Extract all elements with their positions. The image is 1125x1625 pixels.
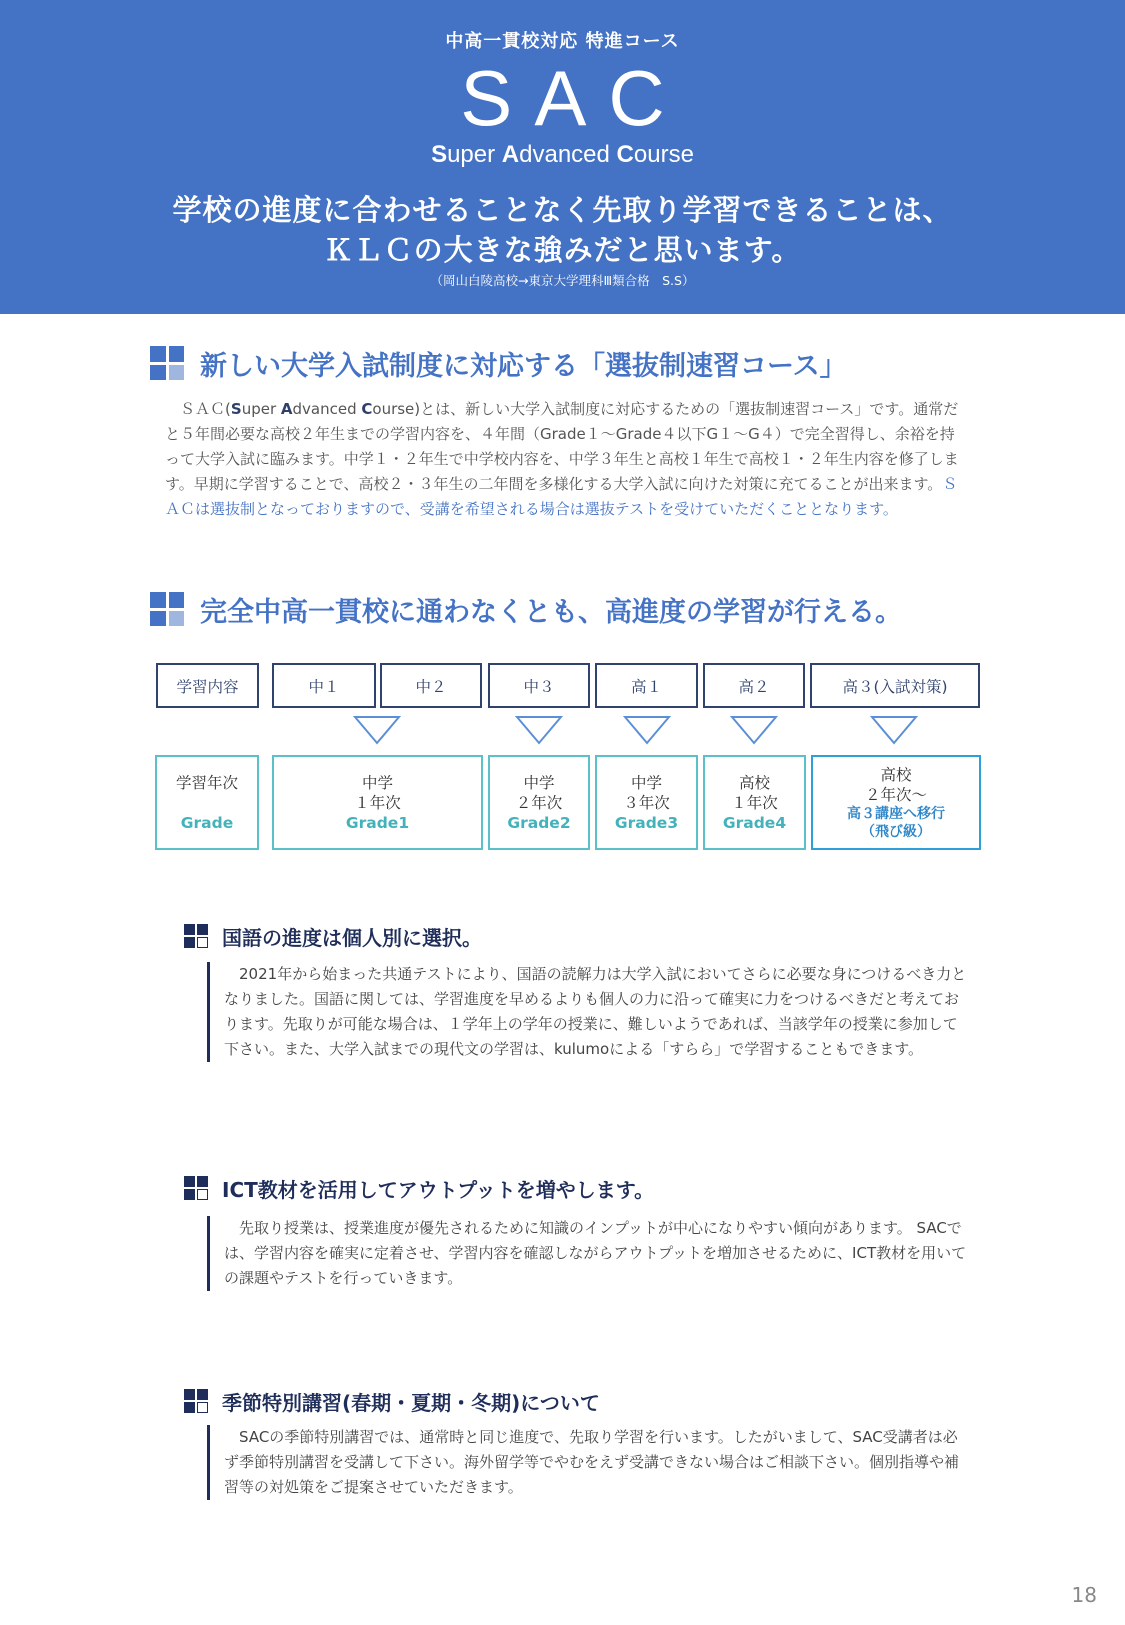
stage-box-chu1: 中１ [272, 663, 376, 708]
stage-box-kou2: 高２ [703, 663, 805, 708]
down-arrow-icon [870, 715, 918, 745]
grade-label-box: 学習年次 Grade [155, 755, 259, 850]
section-title: 新しい大学入試制度に対応する「選抜制速習コース」 [200, 350, 847, 382]
subsection-title: 国語の進度は個人別に選択。 [222, 925, 482, 950]
course-kicker: 中高一貫校対応 特進コース [445, 31, 680, 52]
grade-box-3: 中学 ３年次 Grade3 [595, 755, 698, 850]
subsection-body: 2021年から始まった共通テストにより、国語の読解力は大学入試においてさらに必要な身につけるべき力となりました。国語に関しては、学習進度を早めるよりも個人の力に沿って確実に力をつけるべきだと考えております。先取りが可能な場合は、１学年上の学年の授業に、難しいようであれば、当該学年の授業に参加して下さい。また、大学入試までの現代文の学習は、kulumoによる「すらら」で学習することもできます。 [207, 962, 967, 1062]
testimonial-quote: 学校の進度に合わせることなく先取り学習できることは、 ＫＬＣの大きな強みだと思います。 [172, 193, 953, 267]
section-heading-1 [150, 343, 847, 383]
subsection-body: SACの季節特別講習では、通常時と同じ進度で、先取り学習を行います。したがいまして、SAC受講者は必ず季節特別講習を受講して下さい。海外留学等でやむをえず受講できない場合はご相談下さい。個別指導や補習等の対処策をご提案させていただきます。 [207, 1425, 967, 1500]
quad-square-icon [184, 924, 208, 948]
course-logo: SAC [460, 54, 687, 142]
page-number: 18 [1071, 1583, 1097, 1607]
intro-paragraph: ＳＡＣ(Super Advanced Course)とは、新しい大学入試制度に対応するための「選抜制速習コース」です。通常だと５年間必要な高校２年生までの学習内容を、４年間（Grade１〜Grade４以下G１〜G４）で完全習得し、余裕を持って大学入試に臨みます。中学１・２年生で中学校内容を、中学３年生と高校１年生で高校１・２年生内容を修了します。早期に学習することで、高校２・３年生の二年間を多様化する大学入試に向けた対策に充てることが出来ます。ＳＡＣは選抜制となっておりますので、受講を希望される場合は選抜テストを受けていただくこととなります。 [165, 400, 959, 518]
grade-box-4: 高校 １年次 Grade4 [703, 755, 806, 850]
stage-box-chu2: 中２ [380, 663, 482, 708]
subsection-heading-japanese [184, 922, 482, 950]
subsection-title: ICT教材を活用してアウトプットを増やします。 [222, 1177, 655, 1202]
quad-square-icon [184, 1389, 208, 1413]
section-heading-2 [150, 589, 902, 629]
down-arrow-icon [730, 715, 778, 745]
subsection-title: 季節特別講習(春期・夏期・冬期)について [222, 1390, 600, 1415]
testimonial-credit: （岡山白陵高校→東京大学理科Ⅲ類合格 S.S） [430, 273, 695, 288]
grade-box-1: 中学 １年次 Grade1 [272, 755, 483, 850]
stage-box-kou3: 高３(入試対策) [810, 663, 980, 708]
quad-square-icon [150, 592, 184, 626]
down-arrow-icon [353, 715, 401, 745]
quad-square-icon [150, 346, 184, 380]
down-arrow-icon [623, 715, 671, 745]
quad-square-icon [184, 1176, 208, 1200]
subsection-heading-ict [184, 1174, 654, 1202]
header-banner [0, 0, 1125, 314]
subsection-heading-seasonal [184, 1387, 600, 1415]
down-arrow-icon [515, 715, 563, 745]
section-title: 完全中高一貫校に通わなくとも、高進度の学習が行える。 [200, 596, 902, 628]
grade-box-2: 中学 ２年次 Grade2 [488, 755, 590, 850]
stage-box-chu3: 中３ [488, 663, 590, 708]
course-full-name: Super Advanced Course [431, 141, 694, 168]
grade-box-advanced: 高校 ２年次〜 高３講座へ移行 （飛び級） [811, 755, 981, 850]
stage-box-kou1: 高１ [595, 663, 698, 708]
subsection-body: 先取り授業は、授業進度が優先されるために知識のインプットが中心になりやすい傾向があります。 SACでは、学習内容を確実に定着させ、学習内容を確認しながらアウトプットを増加させるために、ICT教材を用いての課題やテストを行っていきます。 [207, 1216, 967, 1291]
content-label-box: 学習内容 [156, 663, 259, 708]
